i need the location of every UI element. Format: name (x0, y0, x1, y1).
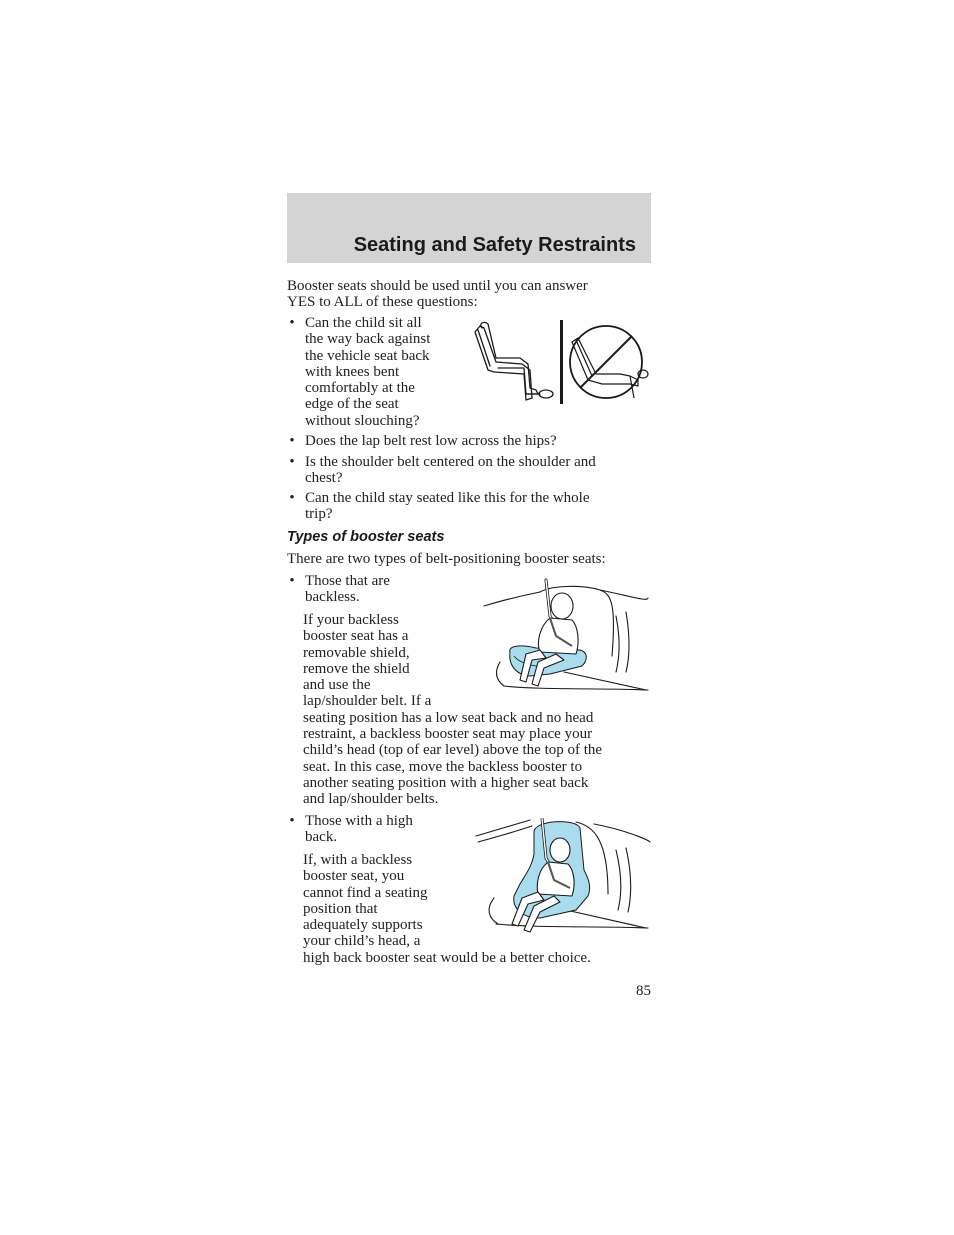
page-number: 85 (636, 983, 651, 999)
paragraph-line: lap/shoulder belt. If a (303, 693, 432, 710)
paragraph-line: child’s head (top of ear level) above the top of the (303, 742, 603, 759)
section-header (287, 193, 651, 263)
paragraph-line: booster seat has a (303, 628, 409, 645)
paragraph-line: and use the (303, 677, 371, 694)
question-line: Can the child stay seated like this for the whole (305, 490, 590, 506)
bullet-icon: • (289, 813, 295, 829)
bullet-icon: • (289, 573, 295, 589)
paragraph-line: adequately supports (303, 917, 423, 934)
paragraph-line: restraint, a backless booster seat may place your (303, 726, 593, 743)
paragraph-line: high back booster seat would be a better choice. (303, 949, 591, 966)
intro-paragraph (287, 278, 588, 311)
question-line: Can the child sit all (305, 315, 422, 331)
bullet-icon: • (289, 433, 295, 449)
paragraph-line: seating position has a low seat back and no head (303, 709, 594, 726)
paragraph-line: removable shield, (303, 644, 410, 661)
paragraph-line: booster seat, you (303, 868, 405, 885)
question-line: edge of the seat (305, 396, 399, 413)
question-line: chest? (305, 470, 343, 487)
paragraph-line: remove the shield (303, 660, 410, 677)
section-subheading: Types of booster seats (287, 529, 445, 545)
bullet-line: back. (305, 829, 338, 846)
question-line: with knees bent (305, 363, 400, 380)
page-title: Seating and Safety Restraints (353, 234, 636, 256)
paragraph-line: your child’s head, a (303, 933, 421, 950)
question-line: the way back against (305, 331, 431, 348)
bullet-line: backless. (305, 589, 360, 606)
bullet-icon: • (289, 315, 295, 331)
question-line: comfortably at the (305, 380, 415, 397)
question-line: without slouching? (305, 412, 420, 429)
intro-line: YES to ALL of these questions: (287, 294, 478, 311)
paragraph-line: If your backless (303, 612, 399, 628)
intro-line: Booster seats should be used until you can answer (287, 278, 588, 294)
paragraph-line: cannot find a seating (303, 884, 428, 901)
bullet-icon: • (289, 454, 295, 470)
question-line: trip? (305, 506, 333, 523)
types-intro: There are two types of belt-positioning booster seats: (287, 551, 606, 567)
question-line: Does the lap belt rest low across the hips? (305, 433, 557, 449)
paragraph-line: seat. In this case, move the backless booster to (303, 758, 583, 775)
bullet-icon: • (289, 490, 295, 506)
paragraph-line: another seating position with a higher seat back (303, 774, 589, 791)
paragraph-line: position that (303, 900, 378, 917)
backless-booster-illustration (480, 576, 652, 700)
bullet-line: Those that are (305, 573, 390, 589)
question-line: the vehicle seat back (305, 347, 430, 364)
bullet-line: Those with a high (305, 813, 413, 829)
highback-booster-illustration (476, 814, 652, 938)
paragraph-line: and lap/shoulder belts. (303, 791, 439, 808)
paragraph-line: If, with a backless (303, 852, 413, 868)
seat-posture-illustration (470, 318, 650, 406)
question-line: Is the shoulder belt centered on the shoulder and (305, 454, 596, 470)
